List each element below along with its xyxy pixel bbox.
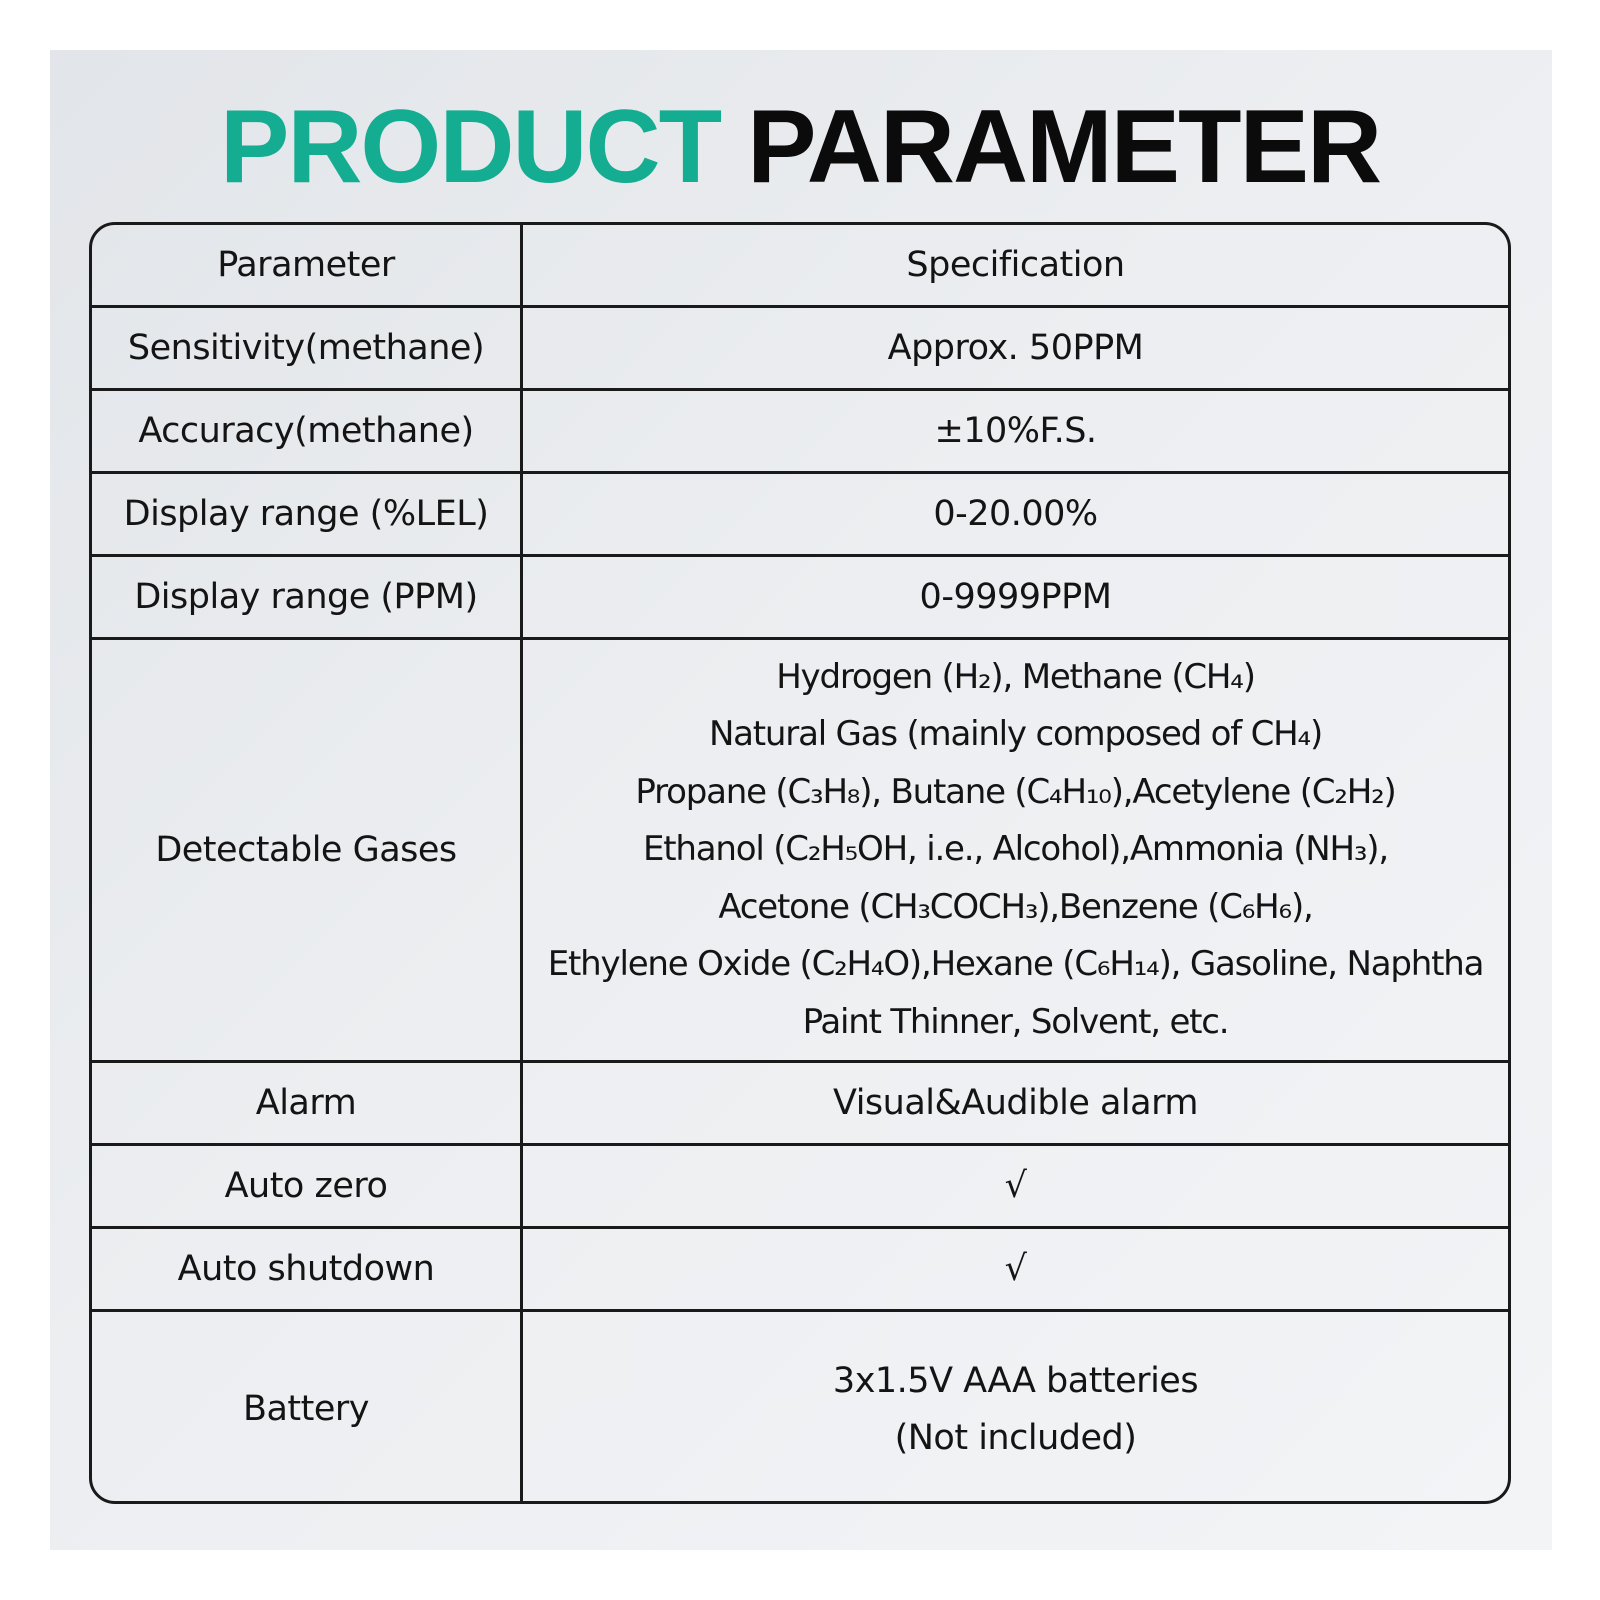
table-header-row	[92, 225, 1508, 305]
specification-cell	[523, 1146, 1508, 1226]
gas-list-line: Natural Gas (mainly composed of CH₄)	[708, 714, 1323, 755]
parameter-label: Sensitivity(methane)	[127, 327, 485, 368]
specification-cell	[523, 474, 1508, 554]
battery-spec	[833, 1353, 1198, 1467]
gas-list-line: Ethylene Oxide (C₂H₄O),Hexane (C₆H₁₄), Gasoline, Naphtha	[547, 944, 1484, 985]
specification-value: Approx. 50PPM	[887, 327, 1144, 368]
specification-value: Visual&Audible alarm	[833, 1082, 1198, 1123]
parameter-cell	[92, 391, 523, 471]
table-row	[92, 1143, 1508, 1226]
table-row	[92, 305, 1508, 388]
title-word-parameter: PARAMETER	[747, 89, 1381, 205]
table-row	[92, 388, 1508, 471]
parameter-table	[89, 222, 1511, 1504]
table-row	[92, 554, 1508, 637]
parameter-cell	[92, 308, 523, 388]
page-title	[0, 89, 1600, 205]
specification-cell	[523, 391, 1508, 471]
parameter-cell	[92, 640, 523, 1060]
header-cell-parameter	[92, 225, 523, 305]
table-row	[92, 1060, 1508, 1143]
specification-value: 0-20.00%	[933, 493, 1098, 534]
parameter-label: Battery	[242, 1389, 370, 1429]
parameter-cell	[92, 557, 523, 637]
battery-line: 3x1.5V AAA batteries	[832, 1360, 1199, 1401]
parameter-cell	[92, 474, 523, 554]
header-cell-specification	[523, 225, 1508, 305]
title-word-product: PRODUCT	[219, 89, 721, 205]
parameter-label: Auto shutdown	[177, 1248, 435, 1289]
specification-cell	[523, 557, 1508, 637]
gas-list	[548, 649, 1483, 1052]
table-row	[92, 1226, 1508, 1309]
specification-value: 0-9999PPM	[919, 576, 1112, 617]
parameter-cell	[92, 1312, 523, 1504]
parameter-cell	[92, 1229, 523, 1309]
battery-line: (Not included)	[894, 1417, 1137, 1458]
parameter-cell	[92, 1063, 523, 1143]
parameter-cell	[92, 1146, 523, 1226]
table-row-detectable-gases	[92, 637, 1508, 1060]
table-row	[92, 471, 1508, 554]
specification-cell	[523, 1229, 1508, 1309]
specification-cell	[523, 308, 1508, 388]
gas-list-line: Hydrogen (H₂), Methane (CH₄)	[776, 656, 1255, 697]
check-mark: √	[1004, 1248, 1027, 1289]
specification-value: ±10%F.S.	[934, 410, 1097, 451]
gas-list-line: Ethanol (C₂H₅OH, i.e., Alcohol),Ammonia (NH₃),	[643, 829, 1388, 870]
parameter-label: Display range (%LEL)	[123, 493, 489, 534]
header-label-parameter: Parameter	[217, 244, 395, 285]
table-row	[92, 1309, 1508, 1504]
parameter-label: Auto zero	[224, 1165, 388, 1206]
parameter-label: Display range (PPM)	[134, 576, 478, 617]
check-mark: √	[1004, 1165, 1027, 1206]
parameter-label: Alarm	[255, 1082, 357, 1123]
gas-list-line: Paint Thinner, Solvent, etc.	[802, 1001, 1229, 1042]
parameter-label: Accuracy(methane)	[138, 410, 474, 451]
specification-cell	[523, 1063, 1508, 1143]
specification-cell	[523, 640, 1508, 1060]
gas-list-line: Acetone (CH₃COCH₃),Benzene (C₆H₆),	[718, 886, 1313, 927]
parameter-label: Detectable Gases	[155, 829, 457, 870]
header-label-specification: Specification	[906, 244, 1125, 285]
gas-list-line: Propane (C₃H₈), Butane (C₄H₁₀),Acetylene (C₂H₂)	[635, 771, 1396, 812]
specification-cell	[523, 1312, 1508, 1504]
